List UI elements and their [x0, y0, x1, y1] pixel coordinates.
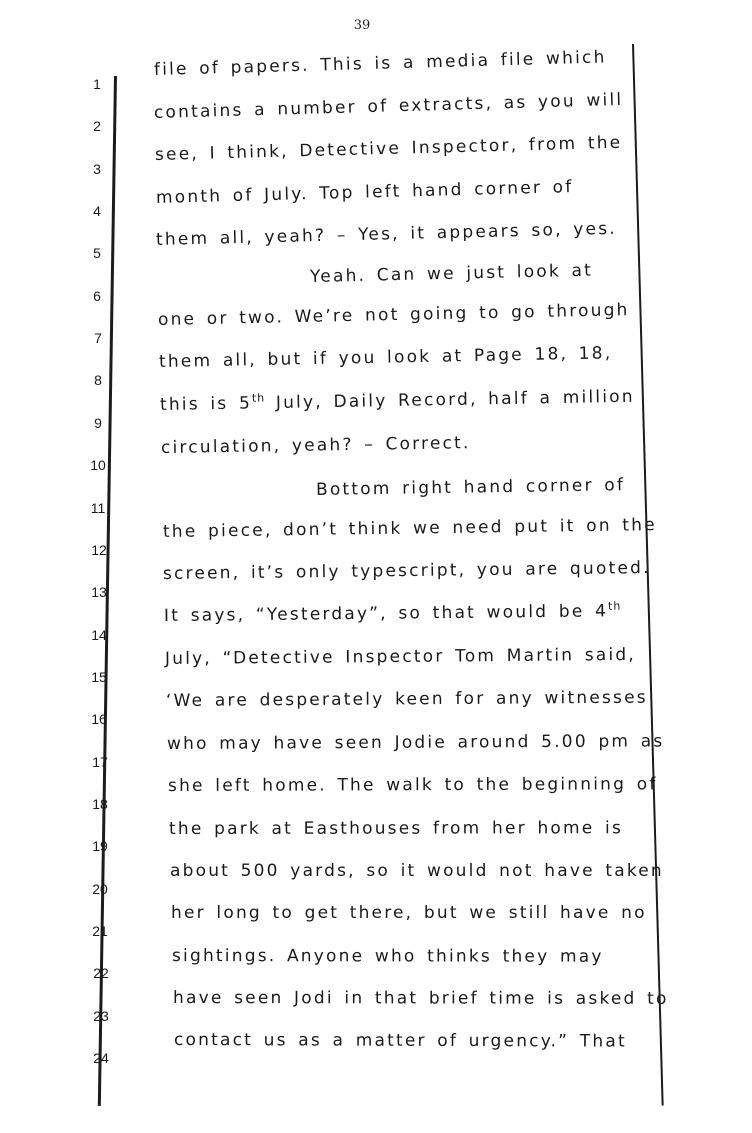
line-number: 14 — [91, 626, 107, 643]
line-number: 17 — [92, 753, 108, 770]
transcript-line: the park at Easthouses from her home is — [168, 818, 624, 839]
line-number: 13 — [91, 584, 107, 601]
line-number: 7 — [94, 330, 102, 347]
transcript-line: screen, it’s only typescript, you are quoted. — [162, 558, 651, 584]
page-number: 39 — [353, 18, 371, 33]
line-number: 2 — [93, 118, 101, 135]
ordinal-suffix: th — [251, 391, 266, 405]
transcript-line: Bottom right hand corner of — [315, 475, 626, 500]
transcript-line: who may have seen Jodie around 5.00 pm as — [166, 731, 665, 754]
transcript-line: sightings. Anyone who thinks they may — [171, 946, 604, 967]
transcript-line: them all, but if you look at Page 18, 18, — [158, 343, 613, 372]
transcript-line: month of July. Top left hand corner of — [155, 177, 574, 208]
line-number: 3 — [93, 160, 101, 177]
line-number: 18 — [92, 795, 108, 812]
transcript-line: them all, yeah? – Yes, it appears so, yes. — [155, 218, 618, 250]
line-number: 16 — [91, 711, 107, 728]
line-text: this is 5 — [159, 393, 253, 415]
line-number: 9 — [94, 414, 102, 431]
transcript-line: see, I think, Detective Inspector, from the — [154, 132, 623, 165]
line-number: 5 — [93, 245, 101, 262]
transcript-line: file of papers. This is a media file which — [153, 47, 607, 80]
transcript-line: she left home. The walk to the beginning of — [167, 774, 658, 796]
line-number: 4 — [93, 203, 101, 220]
line-text: It says, “Yesterday”, so that would be 4 — [163, 601, 609, 626]
transcript-line: her long to get there, but we still have no — [171, 903, 647, 923]
transcript-line: Yeah. Can we just look at — [309, 260, 594, 287]
transcript-line: July, “Detective Inspector Tom Martin said, — [164, 644, 637, 669]
line-number: 11 — [90, 499, 106, 516]
line-number: 10 — [90, 457, 106, 474]
transcript-line: about 500 yards, so it would not have taken — [170, 861, 664, 881]
line-number: 1 — [93, 76, 101, 92]
transcript-line: contains a number of extracts, as you will — [153, 89, 624, 123]
transcript-line: ‘We are desperately keen for any witnesses — [165, 687, 648, 711]
transcript-line: contact us as a matter of urgency.” That — [173, 1030, 627, 1052]
line-text: July, Daily Record, half a million — [265, 386, 635, 414]
line-number: 20 — [92, 880, 108, 897]
transcript-line — [159, 386, 635, 415]
line-number: 6 — [93, 287, 101, 304]
line-number: 23 — [93, 1007, 109, 1024]
line-number: 21 — [92, 923, 108, 939]
line-number: 8 — [94, 372, 102, 389]
line-number: 24 — [93, 1050, 109, 1067]
line-number: 22 — [93, 965, 109, 982]
transcript-line — [164, 601, 635, 626]
line-number: 12 — [91, 541, 107, 558]
transcript-line: have seen Jodi in that brief time is asked to — [172, 988, 669, 1009]
transcript-line: one or two. We’re not going to go through — [157, 300, 630, 330]
ordinal-suffix: th — [607, 599, 622, 613]
line-number: 15 — [91, 668, 107, 685]
transcript-line: circulation, yeah? – Correct. — [160, 433, 471, 458]
transcript-line: the piece, don’t think we need put it on the — [162, 515, 657, 542]
line-number: 19 — [92, 838, 108, 855]
